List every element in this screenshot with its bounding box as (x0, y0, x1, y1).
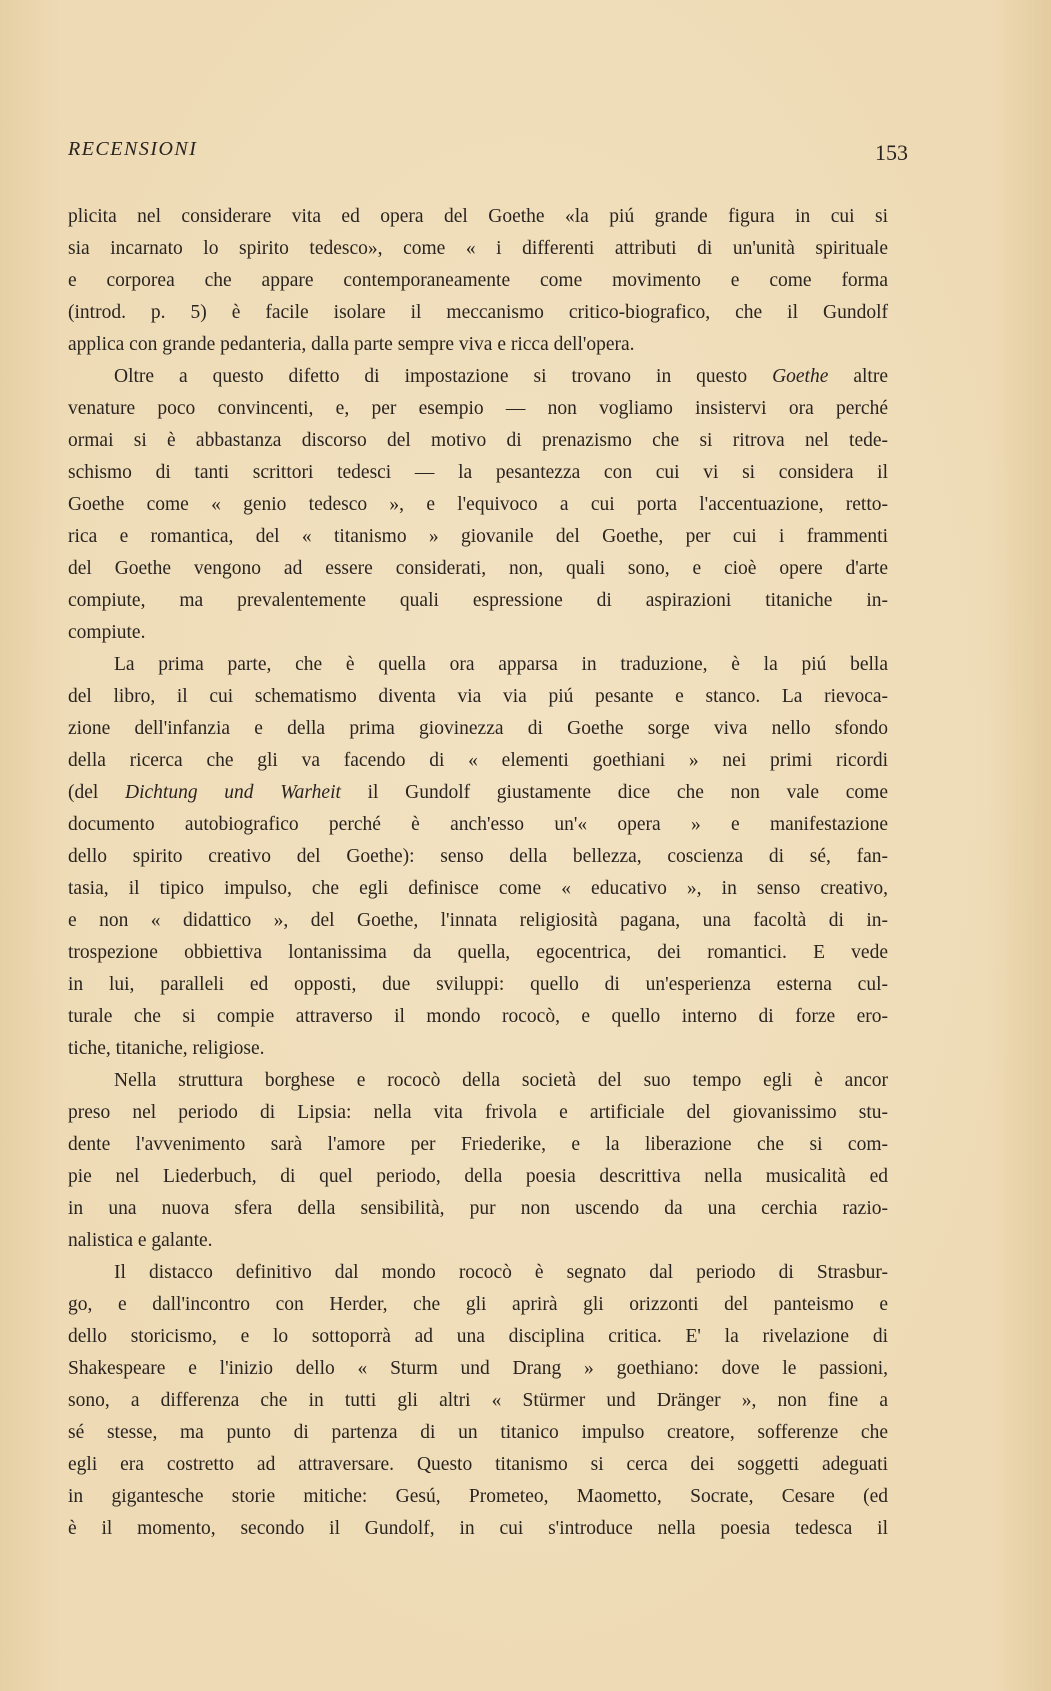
italic-title: Dichtung und Warheit (125, 782, 341, 803)
text-line: Goethe come « genio tedesco », e l'equivoco a cui porta l'accentuazione, retto- (68, 494, 888, 515)
text-line: schismo di tanti scrittori tedesci — la pesantezza con cui vi si considera il (68, 462, 888, 483)
text-line: plicita nel considerare vita ed opera del Goethe «la piú grande figura in cui si (68, 206, 888, 227)
text-line: (del Dichtung und Warheit il Gundolf giustamente dice che non vale come (68, 782, 888, 803)
text-line: in lui, paralleli ed opposti, due sviluppi: quello di un'esperienza esterna cul- (68, 974, 888, 995)
text-line: sono, a differenza che in tutti gli altri « Stürmer und Dränger », non fine a (68, 1390, 888, 1411)
text-line: e non « didattico », del Goethe, l'innata religiosità pagana, una facoltà di in- (68, 910, 888, 931)
text-line: tiche, titaniche, religiose. (68, 1038, 265, 1059)
text-line: preso nel periodo di Lipsia: nella vita frivola e artificiale del giovanissimo stu- (68, 1102, 888, 1123)
text-line: pie nel Liederbuch, di quel periodo, della poesia descrittiva nella musicalità ed (68, 1166, 888, 1187)
text-line: e corporea che appare contemporaneamente come movimento e come forma (68, 270, 888, 291)
text-line: turale che si compie attraverso il mondo rococò, e quello interno di forze ero- (68, 1006, 888, 1027)
paragraph-start-line: Il distacco definitivo dal mondo rococò è segnato dal periodo di Strasbur- (114, 1262, 888, 1283)
text-line: (introd. p. 5) è facile isolare il meccanismo critico-biografico, che il Gundolf (68, 302, 888, 323)
text-line: compiute. (68, 622, 146, 643)
paragraph-start-line: Nella struttura borghese e rococò della società del suo tempo egli è ancor (114, 1070, 888, 1091)
page-header (68, 138, 908, 172)
text-line: ormai si è abbastanza discorso del motivo di prenazismo che si ritrova nel tede- (68, 430, 888, 451)
text-line: rica e romantica, del « titanismo » giovanile del Goethe, per cui i frammenti (68, 526, 888, 547)
italic-title: Goethe (772, 366, 829, 387)
text-line: in una nuova sfera della sensibilità, pur non uscendo da una cerchia razio- (68, 1198, 888, 1219)
text-line: venature poco convincenti, e, per esempio — non vogliamo insistervi ora perché (68, 398, 888, 419)
text-line: del libro, il cui schematismo diventa via via piú pesante e stanco. La rievoca- (68, 686, 888, 707)
paragraph-start-line: Oltre a questo difetto di impostazione si trovano in questo Goethe altre (114, 366, 888, 387)
text-line: Shakespeare e l'inizio dello « Sturm und Drang » goethiano: dove le passioni, (68, 1358, 888, 1379)
paragraph-start-line: La prima parte, che è quella ora apparsa in traduzione, è la piú bella (114, 654, 888, 675)
text-line: trospezione obbiettiva lontanissima da quella, egocentrica, dei romantici. E vede (68, 942, 888, 963)
text-line: go, e dall'incontro con Herder, che gli aprirà gli orizzonti del panteismo e (68, 1294, 888, 1315)
text-line: dello storicismo, e lo sottoporrà ad una disciplina critica. E' la rivelazione di (68, 1326, 888, 1347)
body-text (68, 201, 888, 1545)
text-line: documento autobiografico perché è anch'esso un'« opera » e manifestazione (68, 814, 888, 835)
text-line: applica con grande pedanteria, dalla parte sempre viva e ricca dell'opera. (68, 334, 635, 355)
text-line: egli era costretto ad attraversare. Questo titanismo si cerca dei soggetti adeguati (68, 1454, 888, 1475)
text-line: zione dell'infanzia e della prima giovinezza di Goethe sorge viva nello sfondo (68, 718, 888, 739)
text-line: sia incarnato lo spirito tedesco», come « i differenti attributi di un'unità spirituale (68, 238, 888, 259)
text-line: del Goethe vengono ad essere considerati, non, quali sono, e cioè opere d'arte (68, 558, 888, 579)
text-line: in gigantesche storie mitiche: Gesú, Prometeo, Maometto, Socrate, Cesare (ed (68, 1486, 888, 1507)
running-head: RECENSIONI (68, 138, 198, 160)
text-line: è il momento, secondo il Gundolf, in cui s'introduce nella poesia tedesca il (68, 1518, 888, 1539)
text-line: dente l'avvenimento sarà l'amore per Friederike, e la liberazione che si com- (68, 1134, 888, 1155)
text-line: tasia, il tipico impulso, che egli definisce come « educativo », in senso creativo, (68, 878, 888, 899)
text-line: compiute, ma prevalentemente quali espressione di aspirazioni titaniche in- (68, 590, 888, 611)
text-line: sé stesse, ma punto di partenza di un titanico impulso creatore, sofferenze che (68, 1422, 888, 1443)
text-line: della ricerca che gli va facendo di « elementi goethiani » nei primi ricordi (68, 750, 888, 771)
text-line: dello spirito creativo del Goethe): senso della bellezza, coscienza di sé, fan- (68, 846, 888, 867)
page-number: 153 (875, 140, 908, 165)
text-line: nalistica e galante. (68, 1230, 213, 1251)
